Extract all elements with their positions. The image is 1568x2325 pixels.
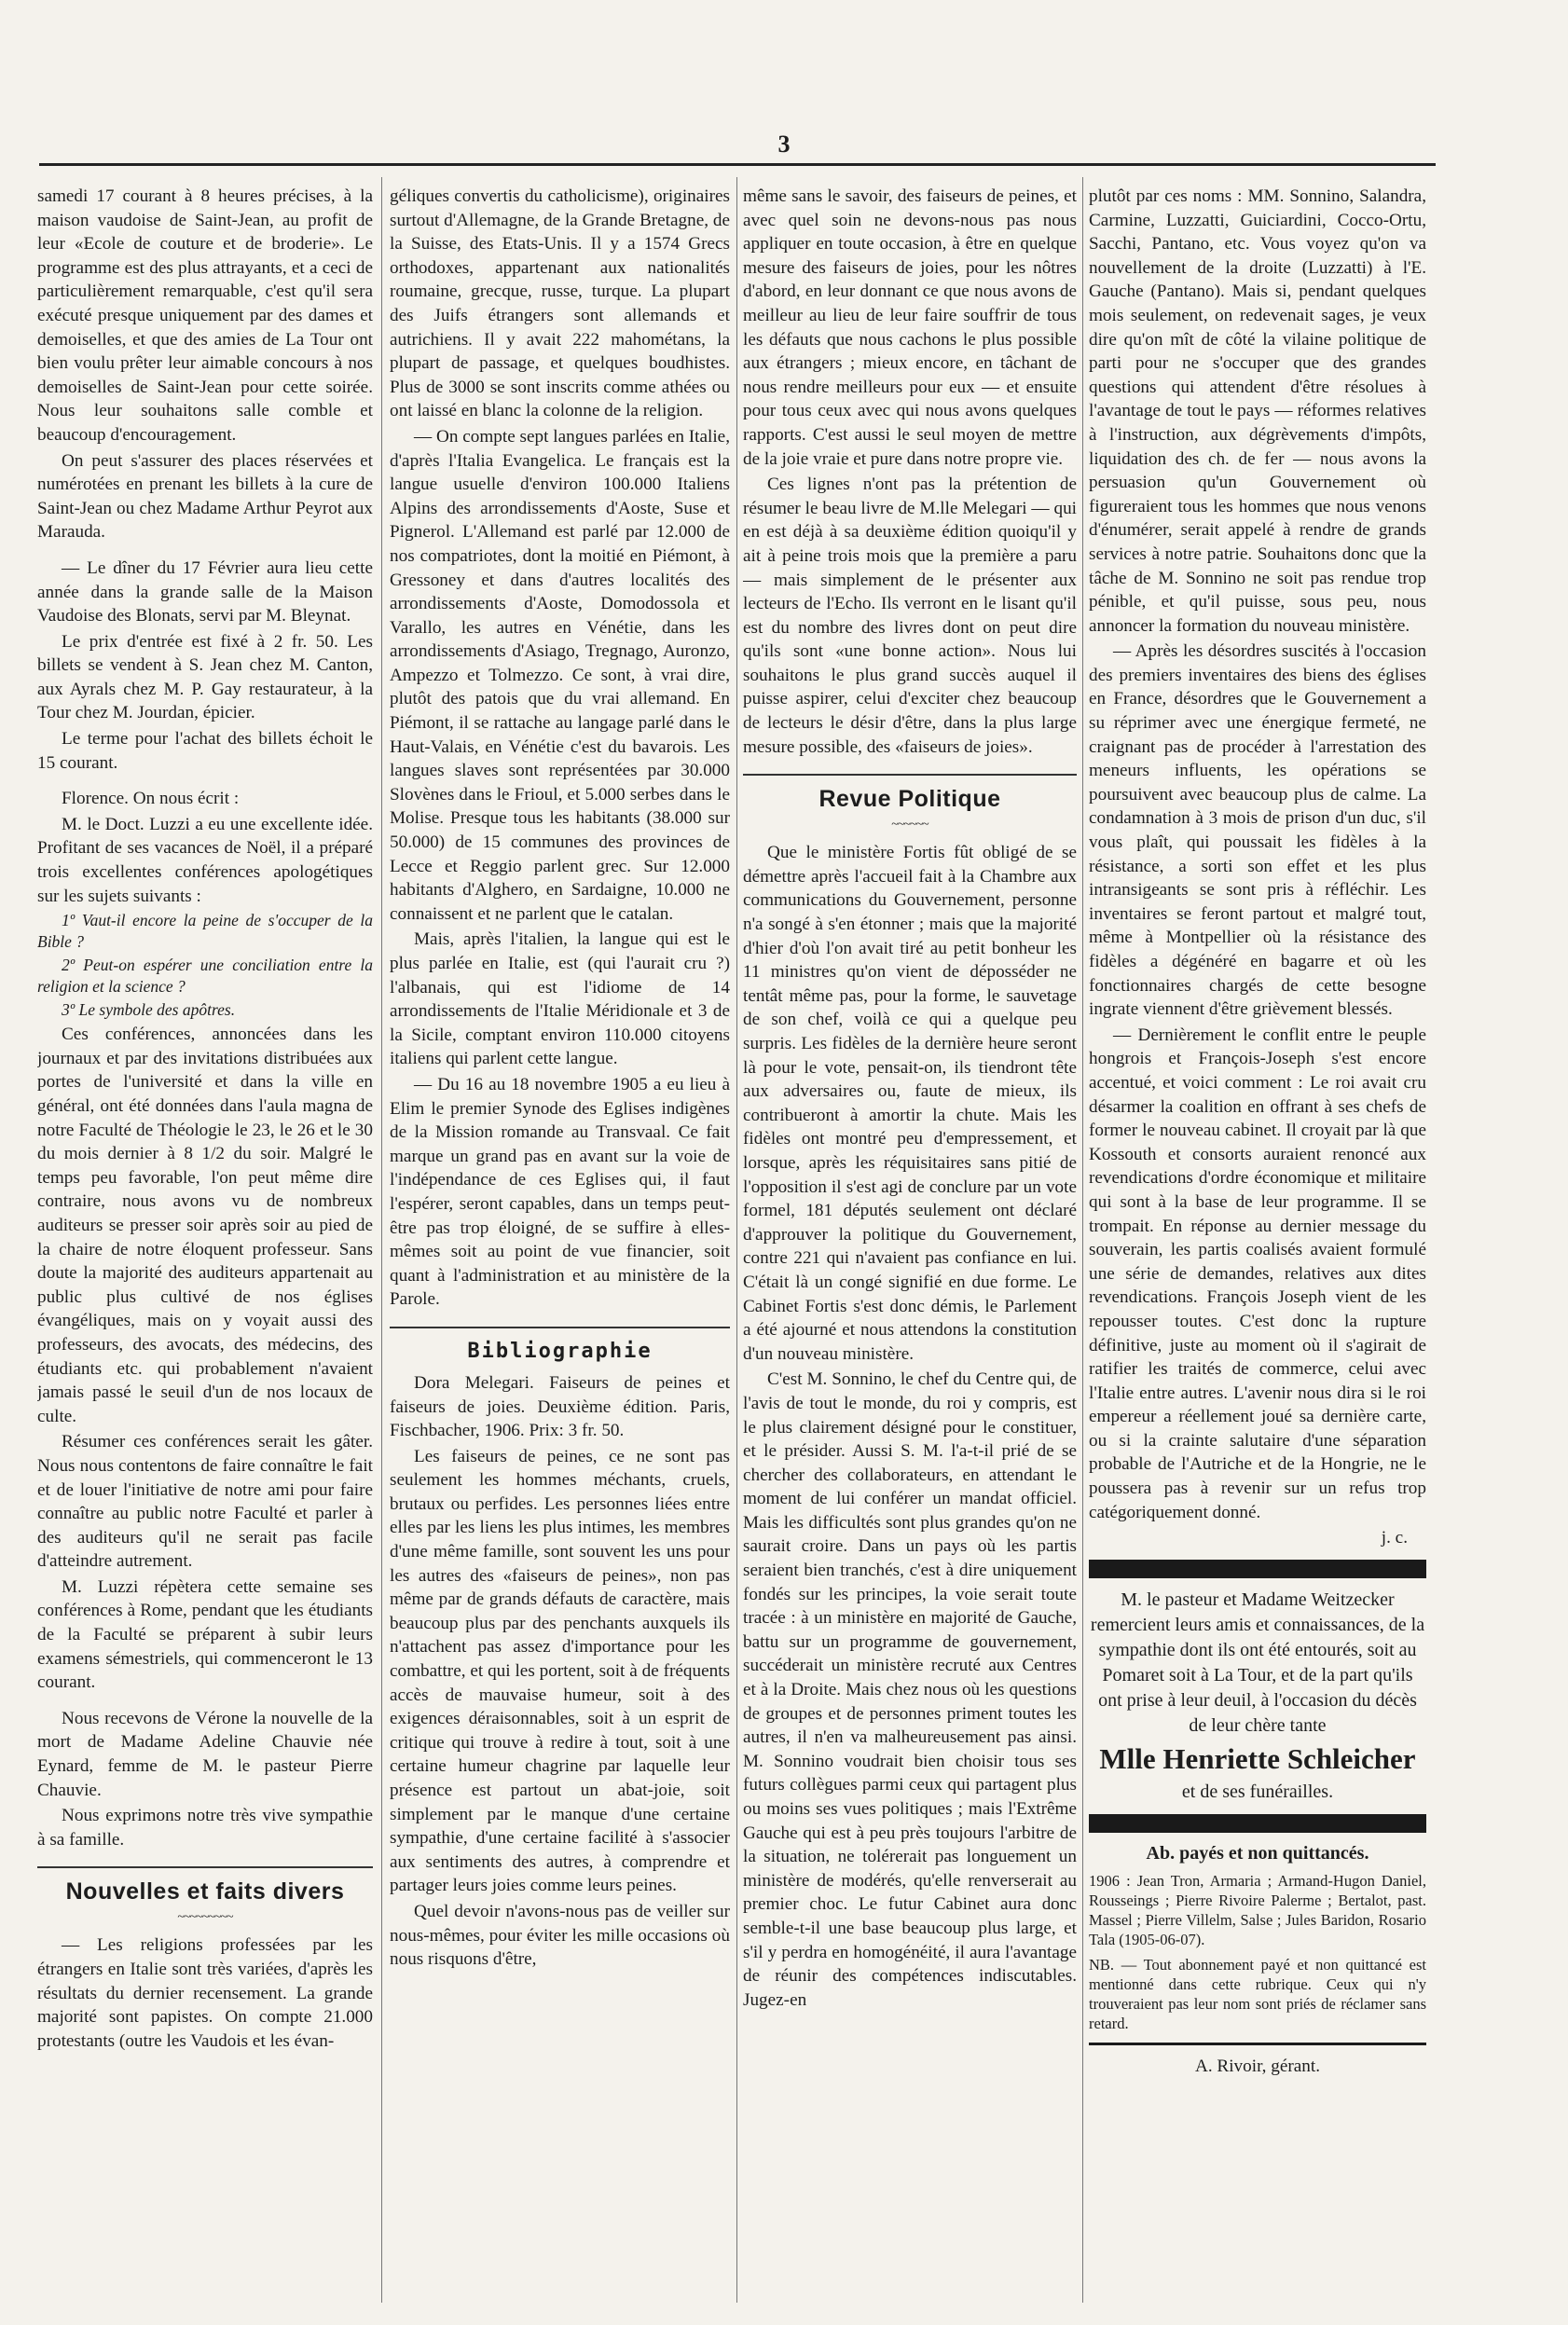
signature: j. c. <box>1381 1528 1408 1548</box>
black-bar <box>1089 1814 1426 1833</box>
column-1 <box>37 185 373 2301</box>
paragraph: Résumer ces conférences serait les gâter. Nous nous contentons de faire connaître le fait et de louer l'initiative de notre ami pour faire connaître au public notre Faculté et parler à des auditeurs qu'il ne serait pas facile d'atteindre autrement. <box>37 1432 373 1572</box>
ornament: ~~~~~~ <box>891 818 928 832</box>
list-item: 2º Peut-on espérer une conciliation entre la religion et la science ? <box>37 956 373 997</box>
section-title-bibliographie: Bibliographie <box>390 1327 730 1366</box>
paragraph: — Le dîner du 17 Février aura lieu cette année dans la grande salle de la Maison Vaudoise des Blonats, servi par M. Bleynat. <box>37 557 373 626</box>
section-title-revue-politique: Revue Politique <box>743 774 1077 813</box>
notice-name: Mlle Henriette Schleicher <box>1099 1741 1416 1775</box>
notice-end: et de ses funérailles. <box>1181 1781 1334 1802</box>
black-bar <box>1089 1560 1426 1578</box>
payes-block <box>1089 1871 1426 2033</box>
payes-text: 1906 : Jean Tron, Armaria ; Armand-Hugon Daniel, Rousseings ; Pierre Rivoire Palerme ; Bertalot, past. Massel ; Pierre Villelm, Salse ; Jules Baridon, Rosario Tala (1905-06-07). <box>1089 1872 1426 1949</box>
paragraph: même sans le savoir, des faiseurs de peines, et avec quel soin ne devons-nous pas nous appliquer en toute occasion, à être en quelque mesure des faiseurs de joies, pour les nôtres d'abord, en leur donnant ce que nous avons de meilleur au lieu de leur faire souffrir de tous les défauts que nous cachons le plus possible aux étrangers ; mieux encore, en tâchant de nous rendre meilleurs pour eux — et ensuite pour tous ceux avec qui nous avons quelques rapports. C'est aussi le seul moyen de mettre de la joie vraie et pure dans notre propre vie. <box>743 186 1077 469</box>
gerant: A. Rivoir, gérant. <box>1194 2057 1321 2077</box>
column-4 <box>1089 185 1426 2301</box>
paragraph: C'est M. Sonnino, le chef du Centre qui, de l'avis de tout le monde, du roi y compris, est le plus clairement désigné pour le constituer, et le présider. Aussi S. M. l'a-t-il prié de se chercher des collaborateurs, en attendant le moment de lui conférer un mandat officiel. Mais les difficultés sont plus grandes qu'on ne saurait croire. Dans un pays où les partis seraient bien tranchés, c'est à dire uniquement fondés sur les principes, la voie serait toute tracée : à un ministère en majorité de Gauche, battu sur un programme de gouvernement, succéderait un ministère recruté aux Centres et à la Droite. Mais chez nous où les questions de groupes et de personnes priment toutes les autres, il n'en va malheureusement pas ainsi. M. Sonnino voudrait bien choisir tous ses futurs collègues parmi ceux qui partagent plus ou moins ses vues politiques ; mais l'Extrême Gauche qui est à peu près toujours l'arbitre de la situation, ne tolérerait pas longuement un ministère de modérés, qu'elle renverserait au premier choc. Le futur Cabinet aura donc semble-t-il une base beaucoup plus large, et s'il y perdra en homogénéité, il aura l'avantage de réunir des compétences indiscutables. Jugez-en <box>743 1369 1077 2010</box>
paragraph: Ces conférences, annoncées dans les journaux et par des invitations distribuées aux portes de l'université et dans la ville en général, ont été données dans l'aula magna de notre Faculté de Théologie le 23, le 26 et le 30 du mois dernier à 8 1/2 du soir. Malgré le temps peu favorable, l'on peut même dire contraire, nous avons vu de nombreux auditeurs se presser soir après soir au pied de la chaire de notre éloquent professeur. Sans doute la majorité des auditeurs appartenait au public plus cultivé de nos églises évangéliques, mais on y voyait aussi des professeurs, des avocats, des médecins, des étudiants etc. qui probablement n'avaient jamais passé le seuil d'un de nos locaux de culte. <box>37 1025 373 1426</box>
paragraph: Le prix d'entrée est fixé à 2 fr. 50. Les billets se vendent à S. Jean chez M. Canton, aux Ayrals chez M. P. Gay restaurateur, à la Tour chez M. Jourdan, épicier. <box>37 631 373 723</box>
list-item: 3º Le symbole des apôtres. <box>62 1000 236 1020</box>
paragraph: — Après les désordres suscités à l'occasion des premiers inventaires des biens des églises en France, désordres que le Gouvernement a su réprimer avec une énergique fermeté, ne craignant pas de procéder à l'arrestation des meneurs influents, les opérations se poursuivent avec beaucoup plus de calme. La condamnation à 3 mois de prison d'un duc, s'il vous plaît, qui poussait les fidèles à la résistance, a sorti son effet et les plus intransigeants se sont pris à réfléchir. Les inventaires se feront partout et malgré tout, même à Montpellier où la résistance des fidèles a dégénéré en bagarre et où les fonctionnaires chargés de cette besogne ingrate viennent d'être grièvement blessés. <box>1089 641 1426 1020</box>
paragraph: — On compte sept langues parlées en Italie, d'après l'Italia Evangelica. Le français est la langue usuelle d'environ 100.000 Italiens Alpins des arrondissements d'Aoste, Suse et Pignerol. L'Allemand est parlé par 12.000 de nos compatriotes, dont la moitié en Piémont, à Gressoney et dans d'autres localités des arrondissements d'Aoste, Domodossola et Varallo, les autres en Vénétie, dans les arrondissements d'Asiago, Tregnago, Auronzo, Ampezzo et Tolmezzo. Ce sont, à vrai dire, plutôt des patois que du vrai allemand. En Piémont, il se rattache au langage parlé dans le Haut-Valais, en Vénétie c'est du bavarois. Les langues slaves sont représentées par 30.000 Slovènes dans le Frioul, et 5.000 serbes dans le Molise. Presque tous les habitants (38.000 sur 50.000) de 15 communes des provinces de Lecce et Reggio parlent grec. Sur 12.000 habitants d'Alghero, en Sardaigne, 10.000 ne connaissent et ne parlent que le catalan. <box>390 426 730 924</box>
paragraph-heading: Florence. On nous écrit : <box>62 789 240 809</box>
paragraph: Nous exprimons notre très vive sympathie à sa famille. <box>37 1806 373 1850</box>
paragraph: Ces lignes n'ont pas la prétention de résumer le beau livre de M.lle Melegari — qui en est déjà à sa deuxième édition quoiqu'il y ait à peine trois mois que la première a paru — mais simplement de le présenter aux lecteurs de l'Echo. Ils verront en le lisant qu'il est du nombre des livres dont on peut dire qu'ils sont «une bonne action». Nous lui souhaitons le plus grand succès auquel il puisse aspirer, celui d'exciter chez beaucoup de lecteurs le désir d'être, dans la plus large mesure possible, des «faiseurs de joies». <box>743 475 1077 757</box>
death-notice <box>1089 1588 1426 1805</box>
section-title-nouvelles: Nouvelles et faits divers <box>37 1866 373 1905</box>
paragraph: M. le Doct. Luzzi a eu une excellente idée. Profitant de ses vacances de Noël, il a préparé trois excellentes conférences apologétiques sur les sujets suivants : <box>37 814 373 906</box>
paragraph: Nous recevons de Vérone la nouvelle de la mort de Madame Adeline Chauvie née Eynard, femme de M. le pasteur Pierre Chauvie. <box>37 1708 373 1800</box>
column-divider <box>1082 177 1083 2303</box>
paragraph: plutôt par ces noms : MM. Sonnino, Salandra, Carmine, Luzzatti, Guiciardini, Cocco-Ortu, Sacchi, Pantano, etc. Vous voyez qu'on va nouvellement de la droite (Luzzatti) à l'E. Gauche (Pantano). Mais si, pendant quelques mois seulement, on redevenait sages, je veux dire qu'on mît de côté la vilaine politique de parti pour ne s'occuper que des grandes questions qui attendent d'être résolues à l'avantage de tout le pays — réformes relatives à l'instruction, aux dégrèvements d'impôts, liquidation des ch. de fer — nous avons la persuasion qu'un Gouvernement où figureraient tous les hommes que nous venons d'énumérer, serait appelé à rendre de grands services à notre patrie. Souhaitons donc que la tâche de M. Sonnino ne soit pas rendue trop pénible, et qu'il puisse, sous peu, nous annoncer la formation du nouveau ministère. <box>1089 186 1426 636</box>
column-3 <box>743 185 1077 2301</box>
paragraph: — Du 16 au 18 novembre 1905 a eu lieu à Elim le premier Synode des Eglises indigènes de la Mission romande au Transvaal. Ce fait marque un grand pas en avant sur la voie de l'indépendance de ces Eglises qui, il faut l'espérer, seront capables, dans un temps peut-être pas trop éloigné, de se suffire à elles-mêmes soit au point de vue financier, soit quant à l'administration et au ministère de la Parole. <box>390 1074 730 1310</box>
column-2 <box>390 185 730 2301</box>
paragraph: Dora Melegari. Faiseurs de peines et faiseurs de joies. Deuxième édition. Paris, Fischbacher, 1906. Prix: 3 fr. 50. <box>390 1372 730 1441</box>
paragraph: samedi 17 courant à 8 heures précises, à la maison vaudoise de Saint-Jean, au profit de leur «Ecole de couture et de broderie». Le programme est des plus attrayants, et a ceci de particulièrement remarquable, c'est qu'il sera exécuté presque uniquement par des dames et demoiselles, et que des amies de La Tour ont bien voulu prêter leur aimable concours à nos demoiselles de Saint-Jean pour cette soirée. Nous leur souhaitons salle comble et beaucoup d'encouragement. <box>37 186 373 445</box>
paragraph: Le terme pour l'achat des billets échoit le 15 courant. <box>37 729 373 773</box>
paragraph: On peut s'assurer des places réservées et numérotées en prenant les billets à la cure de Saint-Jean ou chez Madame Arthur Peyrot aux Marauda. <box>37 450 373 543</box>
paragraph: Les faiseurs de peines, ce ne sont pas seulement les hommes méchants, cruels, brutaux ou perfides. Les personnes liées entre elles par les liens les plus intimes, les membres d'une même famille, sont souvent les uns pour les autres des «faiseurs de peines», non pas même par de grands défauts de caractère, mais beaucoup plus par des penchants auxquels ils n'attachent pas assez d'importance pour les combattre, et qui les portent, soit à de fréquents accès de mauvaise humeur, soit à des exigences déraisonnables, soit à un esprit de critique qui trouve à redire à tout, soit à une certaine humeur chagrine par laquelle leur présence est partout un abat-joie, soit simplement par le manque d'une certaine sympathie, d'une certaine facilité à s'associer aux sentiments des autres, à comprendre et partager leurs joies comme leurs peines. <box>390 1446 730 1896</box>
page-number: 3 <box>777 131 791 158</box>
paragraph: Quel devoir n'avons-nous pas de veiller sur nous-mêmes, pour éviter les mille occasions où nous risquons d'être, <box>390 1901 730 1970</box>
ornament: ~~~~~~~~~ <box>177 1910 233 1925</box>
column-divider <box>381 177 382 2303</box>
list-item: 1º Vaut-il encore la peine de s'occuper de la Bible ? <box>37 911 373 952</box>
paragraph: Que le ministère Fortis fût obligé de se démettre après l'accueil fait à la Chambre aux communications du Gouvernement, personne n'a songé à s'en étonner ; mais que la majorité d'hier d'où l'on avait tiré au petit bonheur les 11 ministres qu'on vient de déposséder ne tentât même pas, pour la forme, le sauvetage de son chef, voilà ce qui a quelque peu surpris. Les fidèles de la dernière heure seront là pour le vote, pensait-on, ils tiendront tête aux adversaires ou, faute de mieux, ils contribueront à amortir la chute. Mais les fidèles ont montré peu d'empressement, et lorsque, après les réquisitaires sans pitié de l'opposition il s'est agi de conclure par un vote formel, 181 députés seulement ont déclaré d'approuver la politique du Gouvernement, contre 221 qui n'avaient pas confiance en lui. C'était là un congé signifié en due forme. Le Cabinet Fortis s'est donc démis, le Parlement a été ajourné et nous attendons la constitution d'un nouveau ministère. <box>743 843 1077 1364</box>
paragraph: M. Luzzi répètera cette semaine ses conférences à Rome, pendant que les étudiants de la Faculté se préparent à subir leurs examens sémestriels, qui commenceront le 13 courant. <box>37 1576 373 1693</box>
payes-title: Ab. payés et non quittancés. <box>1146 1842 1369 1864</box>
header-rule <box>39 163 1436 166</box>
paragraph: géliques convertis du catholicisme), originaires surtout d'Allemagne, de la Grande Bretagne, de la Suisse, des Etats-Unis. Il y a 1574 Grecs orthodoxes, appartenant aux nationalités roumaine, grecque, russe, turque. La plupart des Juifs étrangers sont allemands et autrichiens. Il y avait 222 mahométans, la plupart de passage, et quelques boudhistes. Plus de 3000 se sont inscrits comme athées ou ont laissé en blanc la colonne de la religion. <box>390 186 730 421</box>
rule <box>1089 2043 1426 2045</box>
notice-text: M. le pasteur et Madame Weitzecker remercient leurs amis et connaissances, de la sympathie dont ils ont été entourés, soit au Pomaret soit à La Tour, et de la part qu'ils ont prise à leur deuil, à l'occasion du décès de leur chère tante <box>1090 1589 1425 1736</box>
paragraph: — Les religions professées par les étrangers en Italie sont très variées, d'après les résultats du dernier recensement. La grande majorité sont papistes. On compte 21.000 protestants (outre les Vaudois et les évan- <box>37 1935 373 2051</box>
paragraph: Mais, après l'italien, la langue qui est le plus parlée en Italie, est (qui l'aurait cru ?) l'albanais, qui est l'idiome de 14 arrondissements de l'Italie Méridionale et 3 de la Sicile, comptant environ 110.000 citoyens italiens qui parlent cette langue. <box>390 929 730 1069</box>
payes-nb: NB. — Tout abonnement payé et non quittancé est mentionné dans cette rubrique. Ceux qui n'y trouveraient pas leur nom sont priés de réclamer sans retard. <box>1089 1956 1426 2033</box>
column-divider <box>736 177 737 2303</box>
paragraph: — Dernièrement le conflit entre le peuple hongrois et François-Joseph s'est encore accentué, et voici comment : Le roi avait cru désarmer la coalition en offrant à ses chefs de former le nouveau cabinet. Il croyait par là que Kossouth et consorts auraient renoncé aux revendications d'ordre économique et militaire qui sont à la base de leur programme. Il se trompait. En réponse au dernier message du souverain, les partis coalisés avaient formulé une série de demandes, relatives aux dites revendications. François Joseph vient de les repousser toutes. C'est donc la rupture définitive, juste au moment où il s'agirait de ratifier les traités de commerce, celui avec l'Italie entre autres. L'avenir nous dira si le roi empereur a réellement joué sa dernière carte, ou si la crainte salutaire d'une séparation probable de l'Autriche et de la Hongrie, ne le poussera pas à revenir sur un refus trop catégoriquement donné. <box>1089 1025 1426 1522</box>
